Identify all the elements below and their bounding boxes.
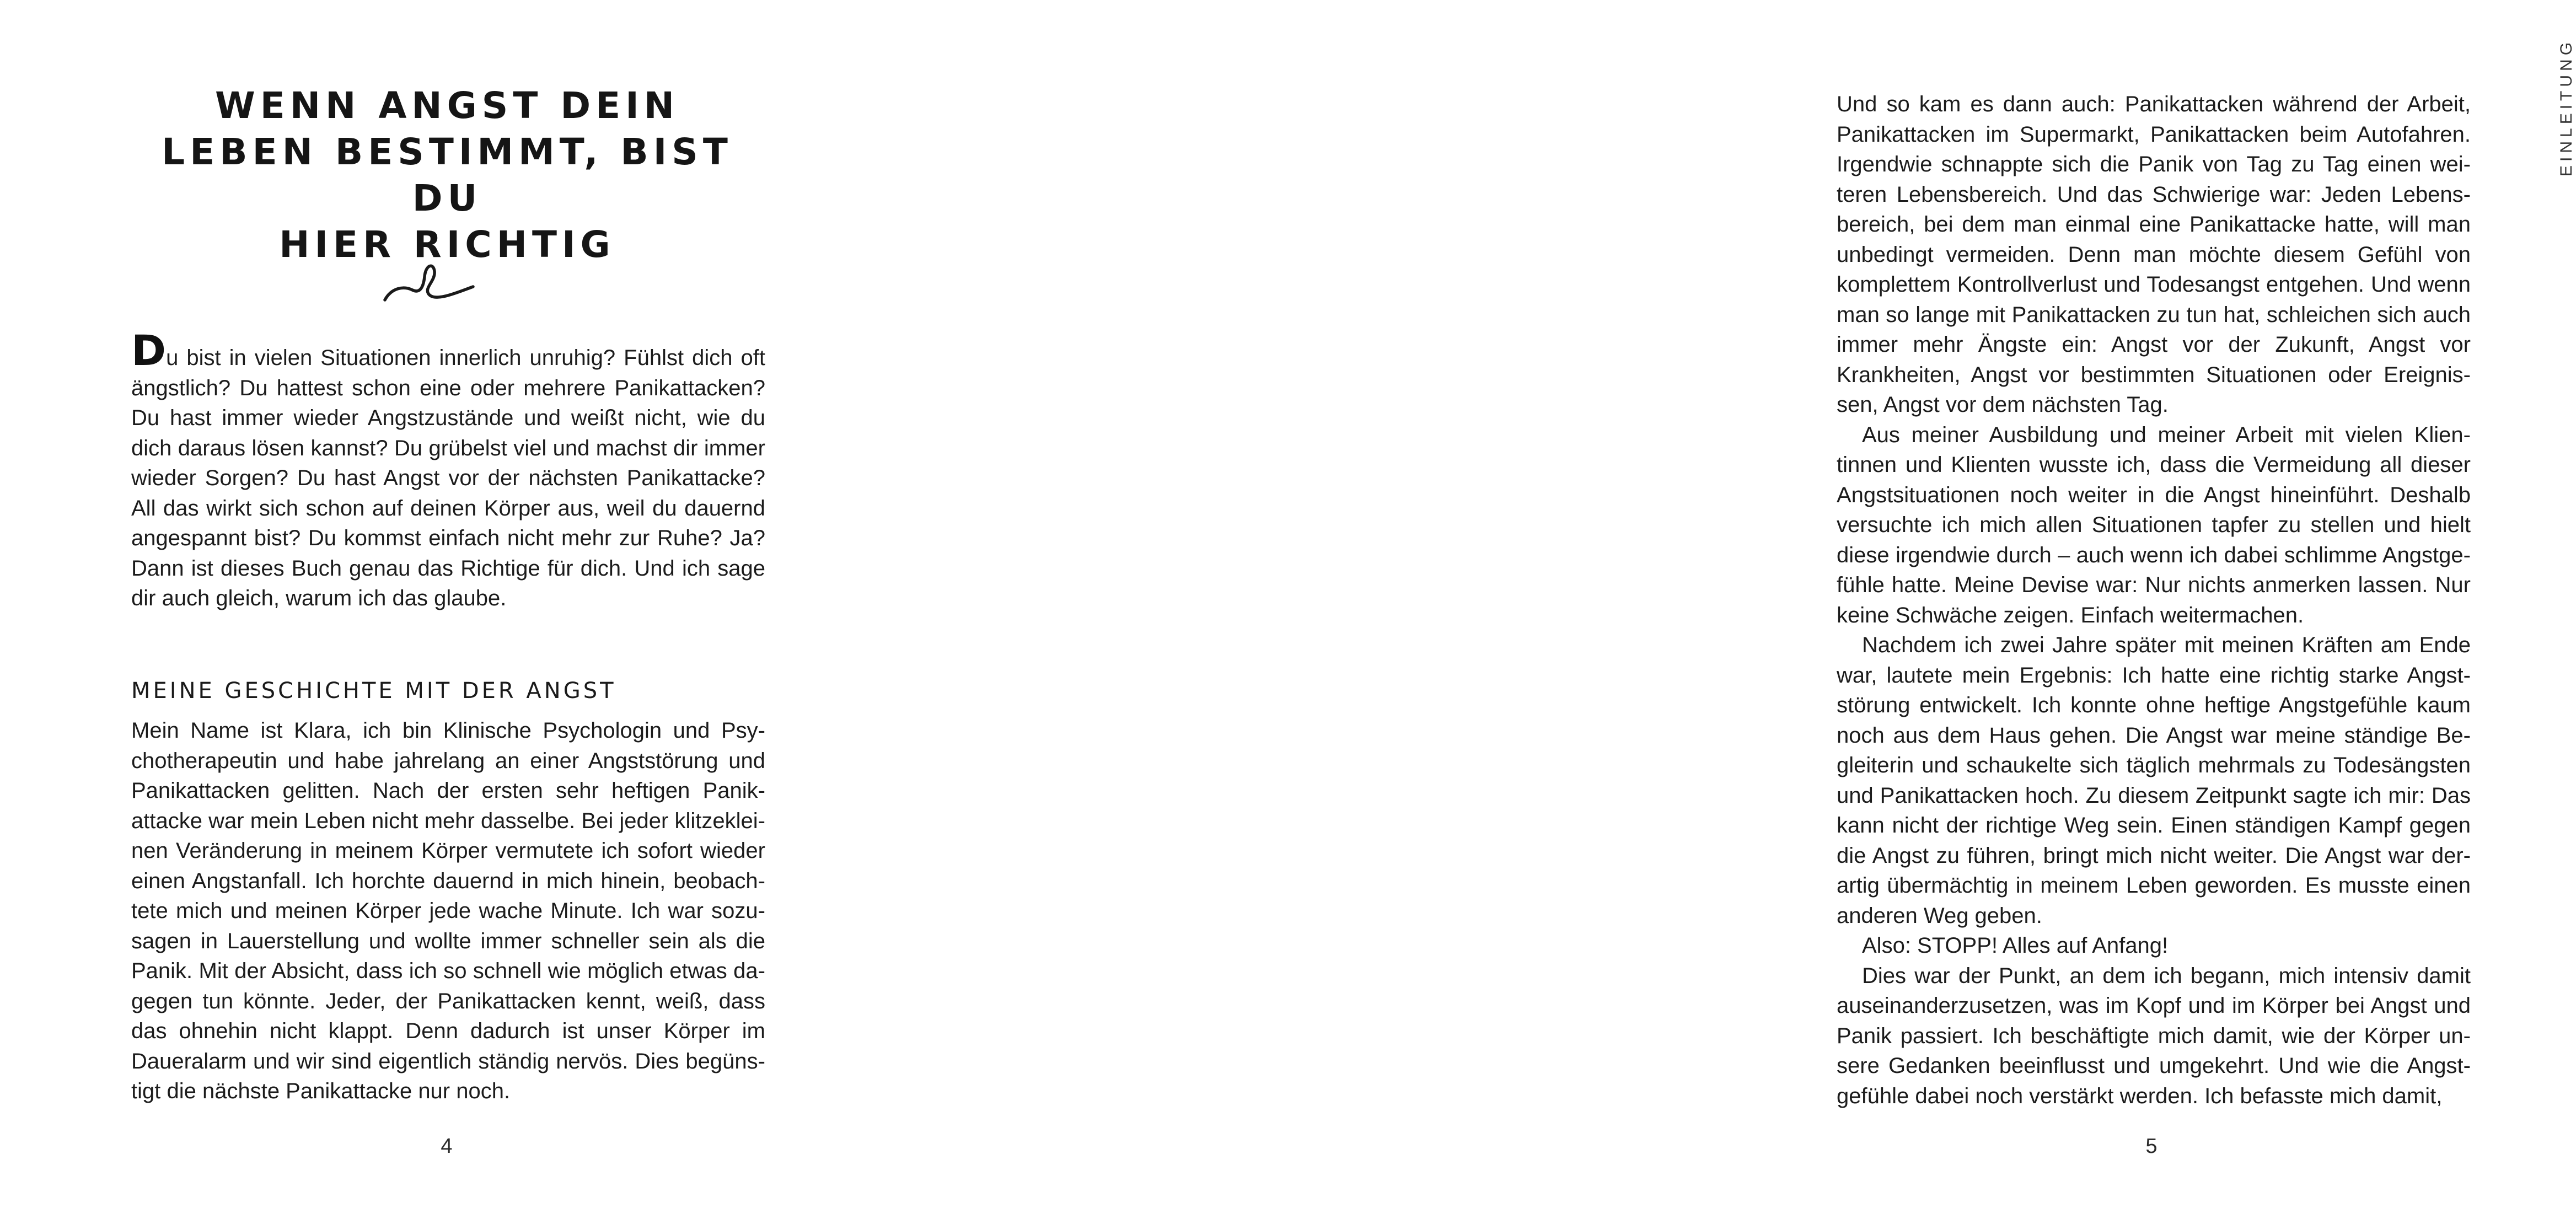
paragraph: Dies war der Punkt, an dem ich begann, mich intensiv damit auseinanderzusetzen, was im Kopf und im Körper bei Angst und Panik passiert. Ich beschäftigte mich damit, wie der Körper unsere Gedanken beeinflusst und umgekehrt. Und wie die Angstgefühle dabei noch verstärkt werden. Ich befasste mich damit, — [1837, 963, 2471, 1108]
right-page — [866, 0, 2575, 1224]
right-page-text — [1837, 89, 2471, 1111]
swirl-ornament-icon — [380, 255, 480, 304]
paragraph: Also: STOPP! Alles auf Anfang! — [1862, 933, 2169, 958]
intro-text: u bist in vielen Situationen innerlich unruhig? Fühlst dich oft ängstlich? Du hattest schon eine oder mehrere Panikattacken? Du hast immer wieder Angstzustände und weißt nicht, wie du dich daraus lösen kannst? Du grübelst viel und machst dir immer wieder Sorgen? Du hast Angst vor der nächsten Panikattacke? All das wirkt sich schon auf deinen Körper aus, weil du dauernd angespannt bist? Du kommst einfach nicht mehr zur Ruhe? Ja? Dann ist dieses Buch genau das Richtige für dich. Und ich sage dir auch gleich, warum ich das glaube. — [131, 346, 765, 610]
paragraph: Und so kam es dann auch: Panikattacken während der Arbeit, Panikattacken im Supermarkt, Panikattacken beim Autofahren. Irgendwie schnappte sich die Panik von Tag zu Tag einen weiteren Lebensbereich. Und das Schwierige war: Jeden Lebensbereich, bei dem man einmal eine Panikattacke hatte, will man unbedingt vermeiden. Denn man möchte diesem Gefühl von komplettem Kontrollverlust und Todesangst entgehen. Und wenn man so lange mit Panikattacken zu tun hat, schleichen sich auch immer mehr Ängste ein: Angst vor der Zukunft, Angst vor Krankheiten, Angst vor bestimmten Situationen oder Ereignissen, Angst vor dem nächsten Tag. — [1837, 92, 2471, 417]
paragraph: Aus meiner Ausbildung und meiner Arbeit mit vielen Klientinnen und Klienten wusste ich, dass die Vermeidung all dieser Angstsituationen noch weiter in die Angst hineinführt. Deshalb versuchte ich mich allen Situationen tapfer zu stellen und hielt diese irgendwie durch – auch wenn ich dabei schlimme Angstgefühle hatte. Meine Devise war: Nur nichts anmerken lassen. Nur keine Schwäche zeigen. Einfach weitermachen. — [1837, 422, 2471, 627]
story-text: Mein Name ist Klara, ich bin Klinische Psychologin und Psychotherapeutin und habe jahrelang an einer Angststörung und Panikattacken gelitten. Nach der ersten sehr heftigen Panikattacke war mein Leben nicht mehr dasselbe. Bei jeder klitzekleinen Veränderung in meinem Körper vermutete ich sofort wieder einen Angstanfall. Ich horchte dauernd in mich hinein, beobachtete mich und meinen Körper jede wache Minute. Ich war sozusagen in Lauerstellung und wollte immer schneller sein als die Panik. Mit der Absicht, dass ich so schnell wie möglich etwas dagegen tun könnte. Jeder, der Panikattacken kennt, weiß, dass das ohnehin nicht klappt. Denn dadurch ist unser Körper im Daueralarm und wir sind eigentlich ständig nervös. Dies begünstigt die nächste Panikattacke nur noch. — [131, 718, 765, 1103]
page-number-left: 4 — [441, 1135, 453, 1158]
intro-paragraph — [131, 326, 765, 614]
section-heading: MEINE GESCHICHTE MIT DER ANGST — [131, 678, 616, 704]
story-paragraph — [131, 716, 765, 1107]
title-line: HIER RICHTIG — [279, 223, 615, 266]
running-head: EINLEITUNG — [2557, 38, 2575, 176]
left-page — [0, 0, 866, 1224]
title-line: LEBEN BESTIMMT, BIST DU — [162, 131, 733, 219]
paragraph: Nachdem ich zwei Jahre später mit meinen Kräften am Ende war, lautete mein Ergebnis: Ich hatte eine richtig starke Angststörung entwickelt. Ich konnte ohne heftige Angstgefühle kaum noch aus dem Haus gehen. Die Angst war meine ständige Begleiterin und schaukelte sich täglich mehrmals zu Todesängsten und Panikattacken hoch. Zu diesem Zeitpunkt sagte ich mir: Das kann nicht der richtige Weg sein. Einen ständigen Kampf gegen die Angst zu führen, bringt mich nicht weiter. Die Angst war derartig übermächtig in meinem Leben geworden. Es musste einen anderen Weg geben. — [1837, 633, 2471, 928]
drop-cap: D — [131, 326, 167, 375]
title-line: WENN ANGST DEIN — [214, 84, 680, 127]
chapter-title — [130, 83, 764, 268]
page-number-right: 5 — [2145, 1135, 2158, 1158]
